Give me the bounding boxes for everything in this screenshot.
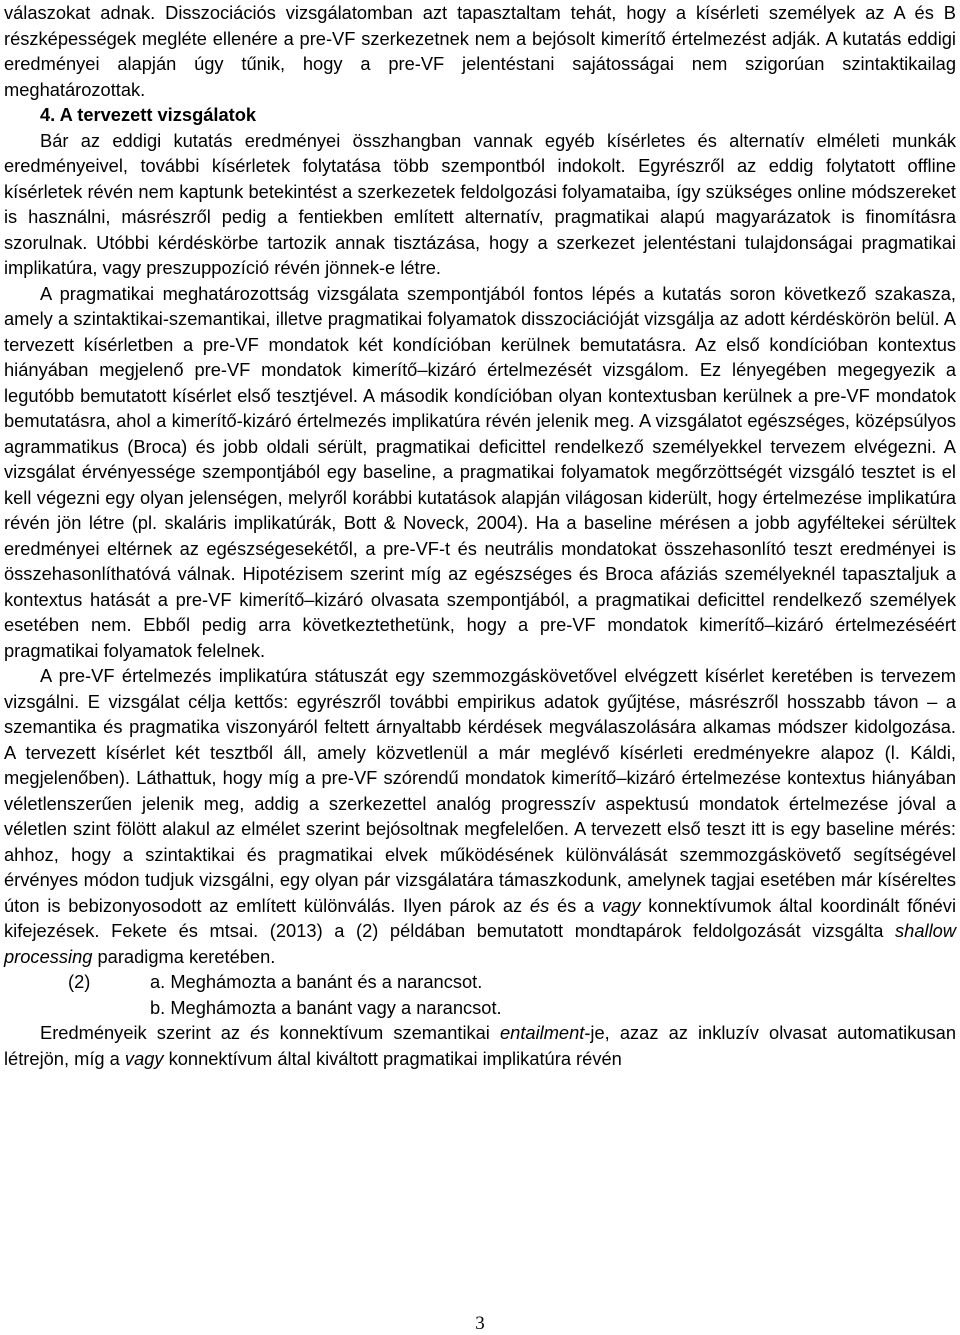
text-run: A pre-VF értelmezés implikatúra státuszát egy szemmozgáskövetővel elvégzett kísérlet keretében is tervezem vizsgálni. E vizsgálat célja kettős: egyrészről további empirikus adatok gyűjtése, másrészről hosszabb távon – a szemantika és pragmatika viszonyáról feltett árnyaltabb kérdések megválaszolására alkamas módszer kidolgozása. A tervezett kísérlet két tesztből áll, amely közvetlenül a már meglévő kísérleti eredményekre alapoz (l. Káldi, megjelenőben). Láthattuk, hogy míg a pre-VF szórendű mondatok kimerítő–kizáró értelmezése kontextus hiányában véletlenszerűen jelenik meg, addig a szerkezettel analóg progresszív aspektusú mondatok értelmezése jóval a véletlen szint fölött alakul az elmélet szerint bejósoltnak megfelelően. A tervezett első teszt itt is egy baseline mérés: ahhoz, hogy a szintaktikai és pragmatikai elvek működésének különválását szemmozgáskövető segítségével érvényes módon tudjuk vizsgálni, egy olyan pár vizsgálatára támaszkodunk, amelynek tagjai esetében már kíséreltes úton is bebizonyosodott az említett különválás. Ilyen párok az bbox=[4, 665, 956, 916]
text-run: konnektívum szemantikai bbox=[269, 1022, 500, 1043]
italic-term: és bbox=[250, 1022, 270, 1043]
italic-term: vagy bbox=[601, 894, 641, 916]
paragraph-results bbox=[4, 1020, 956, 1071]
paragraph-intro: válaszokat adnak. Disszociációs vizsgálatomban azt tapasztaltam tehát, hogy a kísérleti személyek az A és B részképességek megléte ellenére a pre-VF szerkezetnek nem a bejósolt kimerítő értelmezést adják. A kutatás eddigi eredményei alapján úgy tűnik, hogy a pre-VF jelentéstani sajátosságai nem szigorúan szintaktikailag meghatározottak. bbox=[4, 2, 956, 100]
example-number: (2) bbox=[68, 971, 91, 992]
text-run: -je, azaz az inkluzív olvasat automatikusan létrejön, míg a bbox=[4, 1022, 956, 1069]
text-run: paradigma keretében. bbox=[92, 945, 276, 967]
italic-term: shallow processing bbox=[4, 920, 956, 967]
text-run: konnektívum által kiváltott pragmatikai implikatúra révén bbox=[163, 1047, 622, 1069]
paragraph-eyetracking bbox=[4, 663, 956, 969]
paragraph-pragmatic-study: A pragmatikai meghatározottság vizsgálata szempontjából fontos lépés a kutatás soron következő szakasza, amely a szintaktikai-szemantikai, illetve pragmatikai folyamatok disszociációját vizsgálja az adott kérdéskörön belül. A tervezett kísérletben a pre-VF mondatok két kondícióban kerülnek bemutatásra. Az első kondícióban kontextus hiányában megjelenő pre-VF mondatok kimerítő–kizáró értelmezését vizsgálom. Ez lényegében megegyezik a legutóbb bemutatott kísérlet első tesztjével. A második kondícióban olyan kontextusban kerülnek a pre-VF mondatok bemutatásra, ahol a kimerítő-kizáró értelmezés implikatúra révén jelenik meg. A vizsgálatot egészséges, középsúlyos agrammatikus (Broca) és jobb oldali sérült, pragmatikai deficittel rendelkező személyekkel tervezem elvégezni. A vizsgálat érvényessége szempontjából egy baseline, a pragmatikai folyamatok megőrzöttségét vizsgáló tesztet is el kell végezni egy olyan jelenségen, melyről korábbi kutatások alapján világosan kiderült, hogy értelmezése implikatúra révén jön létre (pl. skaláris implikatúrák, Bott & Noveck, 2004). Ha a baseline mérésen a jobb agyféltekei sérültek eredményei eltérnek az egészségesekétől, a pre-VF-t és neutrális mondatokat összehasonlító teszt eredményei is összehasonlíthatóvá válnak. Hipotézisem szerint míg az egészséges és Broca afáziás személyeknél tapasztaljuk a kontextus hatását a pre-VF kimerítő–kizáró olvasata szempontjából, a pragmatikai deficittel rendelkező személyek esetében nem. Ebből pedig arra következtethetünk, hogy a pre-VF mondatok kimerítő–kizáró értelmezéséért pragmatikai folyamatok felelnek. bbox=[4, 282, 956, 661]
example-item-b: b. Meghámozta a banánt vagy a narancsot. bbox=[150, 996, 502, 1018]
example-2a bbox=[4, 969, 956, 995]
text-run: és a bbox=[549, 894, 602, 916]
text-run: konnektívumok által koordinált főnévi kifejezések. Fekete és mtsai. (2013) a (2) példában bemutatott mondtapárok feldolgozását vizsgálta bbox=[4, 894, 957, 941]
paragraph-motivation: Bár az eddigi kutatás eredményei összhangban vannak egyéb kísérletes és alternatív elméleti munkák eredményeivel, további kísérletek folytatása több szempontból indokolt. Egyrészről az eddig folytatott offline kísérletek révén nem kaptunk betekintést a szerkezetek feldolgozási folyamataiba, így szükséges online módszereket is használni, másrészről pedig a fentiekben említett alternatív, pragmatikai alapú magyarázatok is finomításra szorulnak. Utóbbi kérdéskörbe tartozik annak tisztázása, hogy a szerkezet jelentéstani tulajdonságai pragmatikai implikatúra, vagy preszuppozíció révén jönnek-e létre. bbox=[4, 129, 956, 278]
example-2b bbox=[4, 995, 956, 1021]
document-page bbox=[4, 0, 956, 1071]
italic-term: és bbox=[529, 894, 550, 916]
section-heading: 4. A tervezett vizsgálatok bbox=[40, 104, 257, 125]
page-number: 3 bbox=[475, 1313, 485, 1334]
italic-term: entailment bbox=[499, 1022, 585, 1043]
text-run: Eredményeik szerint az bbox=[40, 1022, 251, 1043]
italic-term: vagy bbox=[124, 1047, 164, 1069]
example-item-a: a. Meghámozta a banánt és a narancsot. bbox=[150, 971, 483, 992]
